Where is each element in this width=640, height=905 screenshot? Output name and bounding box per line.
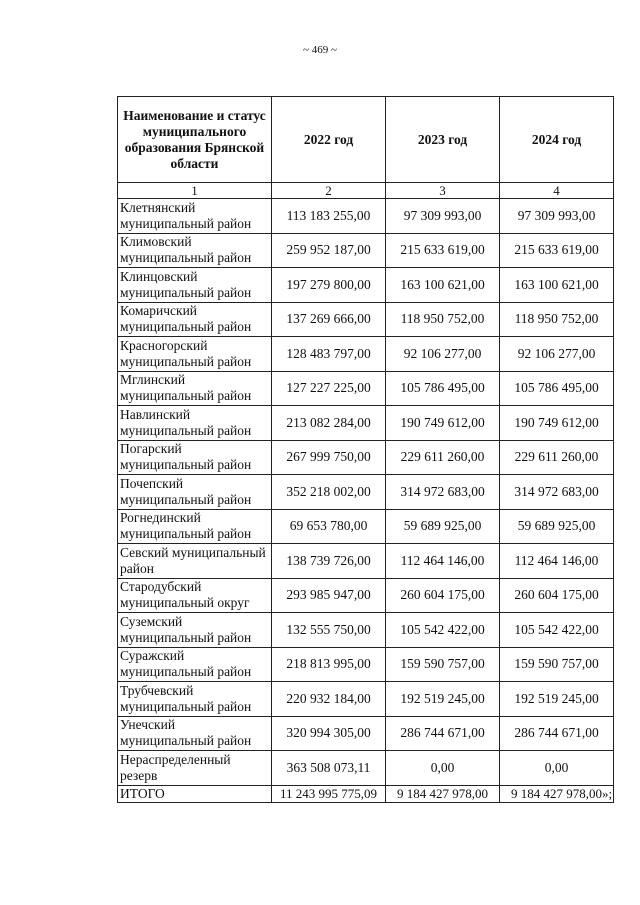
table-row bbox=[118, 544, 614, 579]
header-2022: 2022 год bbox=[272, 97, 386, 183]
table-row bbox=[118, 337, 614, 372]
municipality-name: Погарский муниципальный район bbox=[118, 440, 272, 475]
value-2024: 314 972 683,00 bbox=[500, 475, 614, 510]
municipality-name: Мглинский муниципальный район bbox=[118, 371, 272, 406]
municipality-name: Стародубский муниципальный округ bbox=[118, 578, 272, 613]
municipality-name: Комаричский муниципальный район bbox=[118, 302, 272, 337]
value-2024: 118 950 752,00 bbox=[500, 302, 614, 337]
value-2023: 190 749 612,00 bbox=[386, 406, 500, 441]
header-2023: 2023 год bbox=[386, 97, 500, 183]
table-row bbox=[118, 578, 614, 613]
value-2023: 192 519 245,00 bbox=[386, 682, 500, 717]
column-number: 2 bbox=[272, 183, 386, 199]
value-2022: 293 985 947,00 bbox=[272, 578, 386, 613]
value-2022: 127 227 225,00 bbox=[272, 371, 386, 406]
table-row bbox=[118, 371, 614, 406]
municipality-name: Климовский муниципальный район bbox=[118, 233, 272, 268]
value-2023: 59 689 925,00 bbox=[386, 509, 500, 544]
municipality-name: Почепский муниципальный район bbox=[118, 475, 272, 510]
value-2024: 105 542 422,00 bbox=[500, 613, 614, 648]
value-2023: 92 106 277,00 bbox=[386, 337, 500, 372]
municipality-name: Нераспределенный резерв bbox=[118, 751, 272, 786]
table-body bbox=[118, 199, 614, 803]
municipality-name: Клинцовский муниципальный район bbox=[118, 268, 272, 303]
table-row bbox=[118, 751, 614, 786]
value-2022: 128 483 797,00 bbox=[272, 337, 386, 372]
value-2022: 197 279 800,00 bbox=[272, 268, 386, 303]
table-row bbox=[118, 647, 614, 682]
table-row bbox=[118, 475, 614, 510]
value-2022: 113 183 255,00 bbox=[272, 199, 386, 234]
value-2023: 112 464 146,00 bbox=[386, 544, 500, 579]
table-row bbox=[118, 440, 614, 475]
value-2023: 215 633 619,00 bbox=[386, 233, 500, 268]
value-2024: 59 689 925,00 bbox=[500, 509, 614, 544]
value-2024: 192 519 245,00 bbox=[500, 682, 614, 717]
value-2022: 220 932 184,00 bbox=[272, 682, 386, 717]
page-number: ~ 469 ~ bbox=[303, 44, 337, 56]
table-row bbox=[118, 268, 614, 303]
value-2024: 260 604 175,00 bbox=[500, 578, 614, 613]
value-2023: 314 972 683,00 bbox=[386, 475, 500, 510]
table-row bbox=[118, 509, 614, 544]
municipality-name: Трубчевский муниципальный район bbox=[118, 682, 272, 717]
table-row bbox=[118, 199, 614, 234]
total-2023: 9 184 427 978,00 bbox=[386, 785, 500, 802]
value-2022: 213 082 284,00 bbox=[272, 406, 386, 441]
value-2024: 190 749 612,00 bbox=[500, 406, 614, 441]
municipality-name: Суземский муниципальный район bbox=[118, 613, 272, 648]
value-2024: 112 464 146,00 bbox=[500, 544, 614, 579]
value-2023: 163 100 621,00 bbox=[386, 268, 500, 303]
table-row bbox=[118, 682, 614, 717]
value-2024: 105 786 495,00 bbox=[500, 371, 614, 406]
value-2023: 105 786 495,00 bbox=[386, 371, 500, 406]
column-number: 4 bbox=[500, 183, 614, 199]
value-2024: 0,00 bbox=[500, 751, 614, 786]
municipality-name: Севский муниципальный район bbox=[118, 544, 272, 579]
table-row bbox=[118, 716, 614, 751]
budget-table bbox=[117, 96, 614, 803]
value-2023: 229 611 260,00 bbox=[386, 440, 500, 475]
municipality-name: Клетнянский муниципальный район bbox=[118, 199, 272, 234]
value-2022: 132 555 750,00 bbox=[272, 613, 386, 648]
value-2023: 286 744 671,00 bbox=[386, 716, 500, 751]
column-number: 3 bbox=[386, 183, 500, 199]
table-row bbox=[118, 233, 614, 268]
value-2022: 352 218 002,00 bbox=[272, 475, 386, 510]
value-2024: 92 106 277,00 bbox=[500, 337, 614, 372]
value-2023: 105 542 422,00 bbox=[386, 613, 500, 648]
total-row bbox=[118, 785, 614, 802]
total-2024: 9 184 427 978,00 bbox=[511, 786, 602, 801]
header-name: Наименование и статус муниципального образования Брянской области bbox=[118, 97, 272, 183]
value-2023: 97 309 993,00 bbox=[386, 199, 500, 234]
municipality-name: Суражский муниципальный район bbox=[118, 647, 272, 682]
value-2022: 137 269 666,00 bbox=[272, 302, 386, 337]
header-2024: 2024 год bbox=[500, 97, 614, 183]
value-2024: 159 590 757,00 bbox=[500, 647, 614, 682]
header-row bbox=[118, 97, 614, 183]
closing-quote: »; bbox=[602, 786, 613, 801]
total-2022: 11 243 995 775,09 bbox=[272, 785, 386, 802]
table-row bbox=[118, 406, 614, 441]
value-2022: 259 952 187,00 bbox=[272, 233, 386, 268]
table-row bbox=[118, 302, 614, 337]
municipality-name: Рогнединский муниципальный район bbox=[118, 509, 272, 544]
value-2023: 118 950 752,00 bbox=[386, 302, 500, 337]
value-2024: 215 633 619,00 bbox=[500, 233, 614, 268]
municipality-name: Навлинский муниципальный район bbox=[118, 406, 272, 441]
column-number-row bbox=[118, 183, 614, 199]
municipality-name: Красногорский муниципальный район bbox=[118, 337, 272, 372]
value-2022: 218 813 995,00 bbox=[272, 647, 386, 682]
value-2022: 267 999 750,00 bbox=[272, 440, 386, 475]
value-2022: 69 653 780,00 bbox=[272, 509, 386, 544]
value-2022: 363 508 073,11 bbox=[272, 751, 386, 786]
total-label: ИТОГО bbox=[118, 785, 272, 802]
value-2022: 320 994 305,00 bbox=[272, 716, 386, 751]
value-2023: 260 604 175,00 bbox=[386, 578, 500, 613]
value-2023: 159 590 757,00 bbox=[386, 647, 500, 682]
table-row bbox=[118, 613, 614, 648]
value-2024: 163 100 621,00 bbox=[500, 268, 614, 303]
municipality-name: Унечский муниципальный район bbox=[118, 716, 272, 751]
value-2022: 138 739 726,00 bbox=[272, 544, 386, 579]
value-2023: 0,00 bbox=[386, 751, 500, 786]
value-2024: 229 611 260,00 bbox=[500, 440, 614, 475]
value-2024: 286 744 671,00 bbox=[500, 716, 614, 751]
value-2024: 97 309 993,00 bbox=[500, 199, 614, 234]
column-number: 1 bbox=[118, 183, 272, 199]
